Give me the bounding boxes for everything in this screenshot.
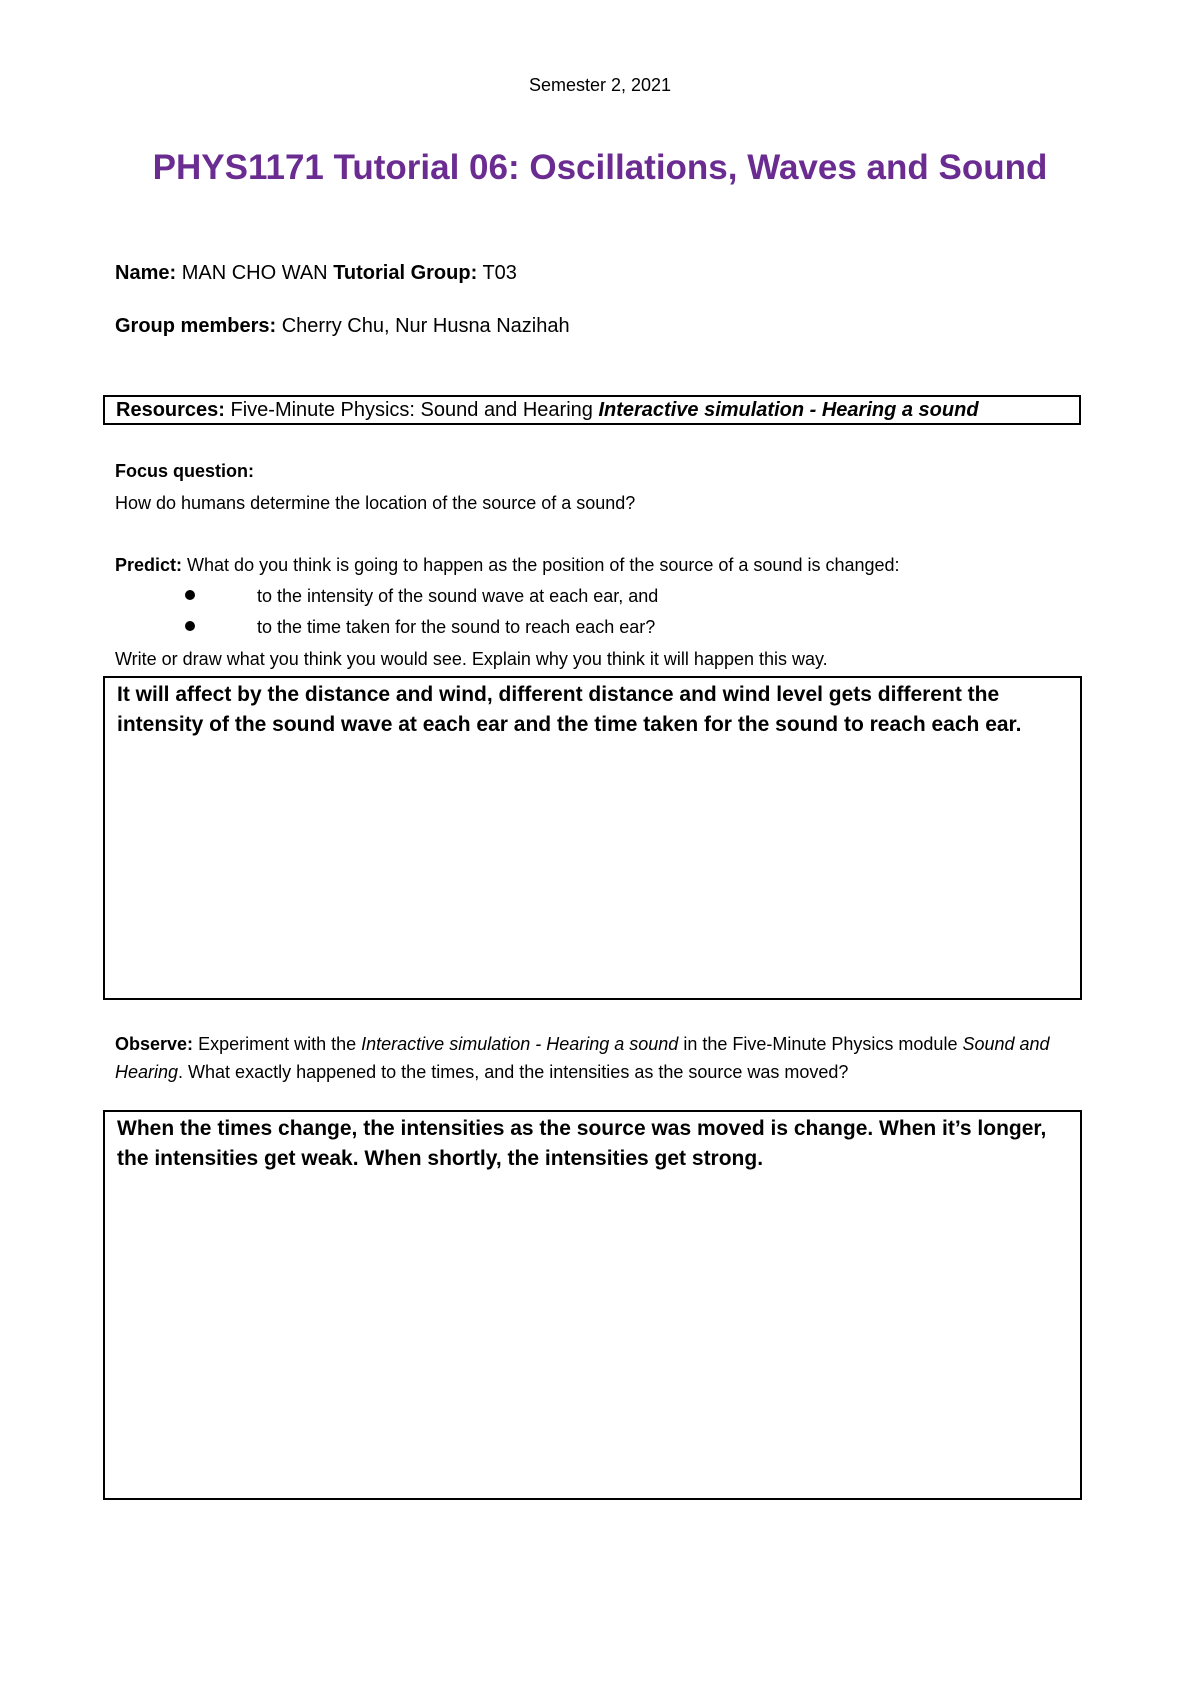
- document-title: PHYS1171 Tutorial 06: Oscillations, Waves and Sound: [152, 148, 1048, 187]
- name-label: Name:: [115, 262, 177, 284]
- group-members-line: [115, 315, 570, 338]
- group-members-value: Cherry Chu, Nur Husna Nazihah: [281, 315, 570, 337]
- resources-text: Five-Minute Physics: Sound and Hearing: [230, 399, 593, 421]
- name-value: MAN CHO WAN: [181, 262, 328, 284]
- observe-label: Observe:: [115, 1034, 194, 1054]
- resources-label: Resources:: [116, 399, 225, 421]
- name-line: [115, 262, 517, 285]
- observe-module-name: Sound and Hearing: [115, 1034, 1050, 1082]
- predict-text: What do you think is going to happen as the position of the source of a sound is changed:: [187, 555, 900, 575]
- predict-label: Predict:: [115, 555, 183, 575]
- tutorial-group-value: T03: [482, 262, 517, 284]
- tutorial-group-label: Tutorial Group:: [333, 262, 478, 284]
- observe-text-2: in the Five-Minute Physics module: [683, 1034, 958, 1054]
- predict-instruction: Write or draw what you think you would see. Explain why you think it will happen this way.: [115, 649, 828, 669]
- list-item: [185, 617, 655, 638]
- bullet-text: to the intensity of the sound wave at each ear, and: [257, 586, 659, 606]
- bullet-text: to the time taken for the sound to reach each ear?: [257, 617, 656, 637]
- bullet-icon: [185, 590, 195, 600]
- semester-header: Semester 2, 2021: [528, 75, 672, 95]
- observe-answer-box[interactable]: When the times change, the intensities as the source was moved is change. When it’s longer, the intensities get weak. When shortly, the intensities get strong.: [103, 1110, 1082, 1500]
- predict-line: [115, 555, 900, 576]
- predict-answer-box[interactable]: It will affect by the distance and wind, different distance and wind level gets different the intensity of the sound wave at each ear and the time taken for the sound to reach each ear.: [103, 676, 1082, 1000]
- list-item: [185, 586, 658, 607]
- bullet-icon: [185, 621, 195, 631]
- resources-box: [103, 395, 1081, 425]
- focus-question-label: Focus question:: [115, 461, 254, 481]
- focus-question-text: How do humans determine the location of the source of a sound?: [115, 493, 636, 513]
- group-members-label: Group members:: [115, 315, 277, 337]
- observe-text-1: Experiment with the: [198, 1034, 357, 1054]
- observe-paragraph: [115, 1030, 1095, 1086]
- resources-simulation-link[interactable]: Interactive simulation - Hearing a sound: [598, 399, 979, 421]
- observe-simulation-name: Interactive simulation - Hearing a sound: [361, 1034, 679, 1054]
- observe-text-3: . What exactly happened to the times, and the intensities as the source was moved?: [178, 1062, 849, 1082]
